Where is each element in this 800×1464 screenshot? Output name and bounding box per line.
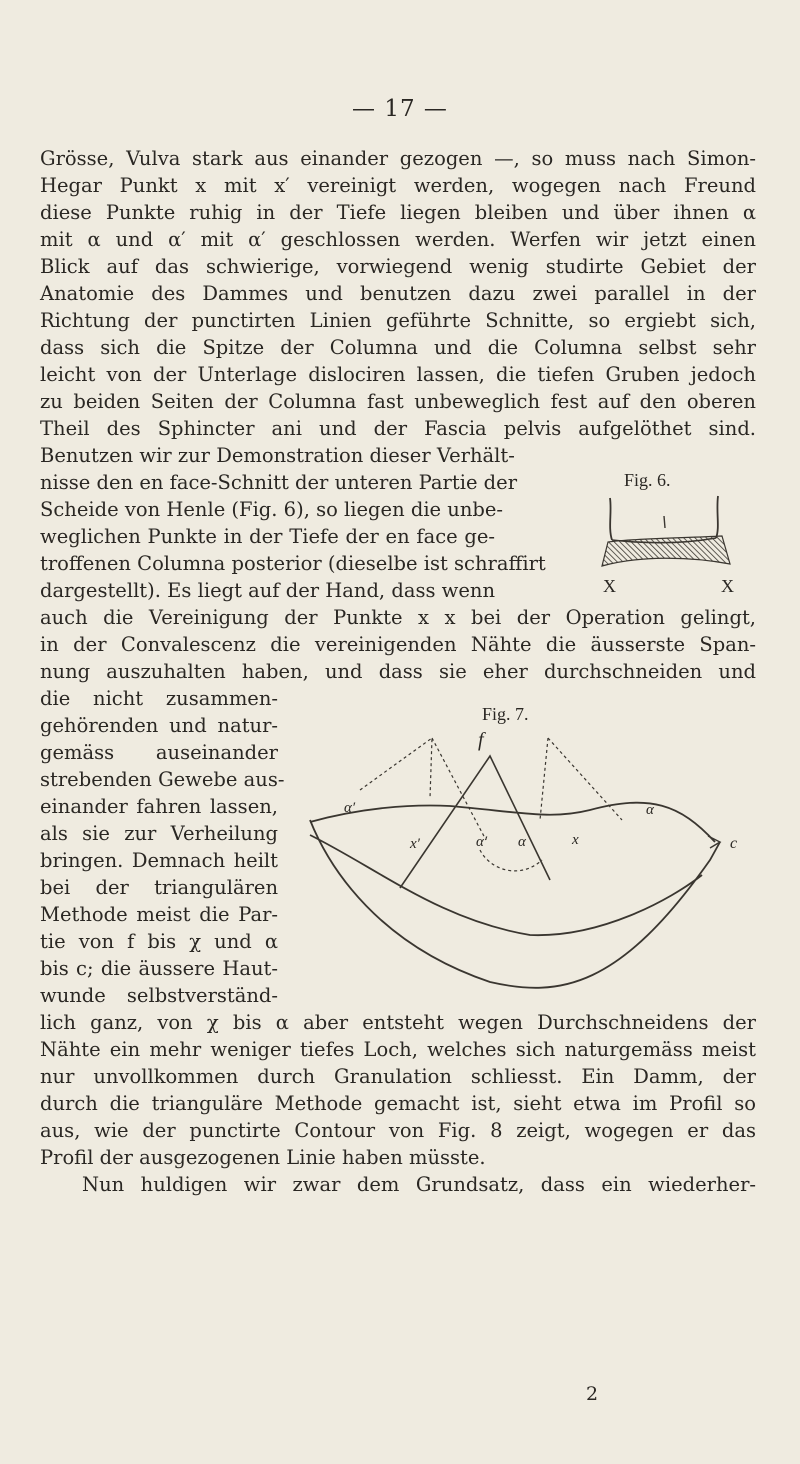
text-line: nisse den en face-Schnitt der unteren Partie der bbox=[40, 471, 518, 494]
text-line: Anatomie des Dammes und benutzen dazu zwei parallel in der bbox=[40, 282, 756, 305]
text-line: leicht von der Unterlage dislociren lassen, die tiefen Gruben jedoch bbox=[40, 363, 756, 386]
text-line: bei der triangulären bbox=[40, 876, 278, 899]
text-line: bringen. Demnach heilt bbox=[40, 849, 278, 872]
fig6-label-left: X bbox=[603, 576, 616, 596]
text-line: Scheide von Henle (Fig. 6), so liegen die unbe- bbox=[40, 498, 504, 521]
page-number: — 17 — bbox=[352, 96, 448, 122]
text-line: in der Convalescenz die vereinigenden Nähte die äusserste Span- bbox=[40, 633, 756, 656]
fig7-label-top: f bbox=[478, 729, 484, 751]
text-line: Hegar Punkt x mit x′ vereinigt werden, wogegen nach Freund bbox=[40, 174, 756, 197]
fig6-label-right: X bbox=[721, 576, 734, 596]
text-line: wunde selbstverständ- bbox=[40, 984, 278, 1007]
text-line: dass sich die Spitze der Columna und die Columna selbst sehr bbox=[40, 336, 756, 359]
text-line: gehörenden und natur- bbox=[40, 714, 278, 737]
text-line: nung auszuhalten haben, und dass sie eher durchschneiden und bbox=[40, 660, 756, 683]
fig7-diagram bbox=[290, 720, 760, 1020]
text-line: Methode meist die Par- bbox=[40, 903, 278, 926]
fig7-label-inner: α′ bbox=[344, 800, 356, 816]
text-line: strebenden Gewebe aus- bbox=[40, 768, 285, 791]
fig7-label-inner: x′ bbox=[410, 836, 420, 852]
text-line: Grösse, Vulva stark aus einander gezogen —, so muss nach Simon- bbox=[40, 147, 756, 170]
text-line: bis c; die äussere Haut- bbox=[40, 957, 278, 980]
text-line: gemäss auseinander bbox=[40, 741, 278, 764]
text-line: durch die trianguläre Methode gemacht ist, sieht etwa im Profil so bbox=[40, 1092, 756, 1115]
fig7-label-inner: α bbox=[646, 802, 654, 818]
text-line: Benutzen wir zur Demonstration dieser Verhält- bbox=[40, 444, 515, 467]
text-line: troffenen Columna posterior (dieselbe ist schraffirt bbox=[40, 552, 546, 575]
text-line: zu beiden Seiten der Columna fast unbeweglich fest auf den oberen bbox=[40, 390, 756, 413]
text-line: Theil des Sphincter ani und der Fascia pelvis aufgelöthet sind. bbox=[40, 417, 756, 440]
fig7-label-right: c bbox=[730, 835, 738, 852]
text-line: als sie zur Verheilung bbox=[40, 822, 278, 845]
text-line: die nicht zusammen- bbox=[40, 687, 278, 710]
text-line: weglichen Punkte in der Tiefe der en face ge- bbox=[40, 525, 495, 548]
text-line: nur unvollkommen durch Granulation schliesst. Ein Damm, der bbox=[40, 1065, 756, 1088]
text-line: mit α und α′ mit α′ geschlossen werden. Werfen wir jetzt einen bbox=[40, 228, 756, 251]
text-line: Richtung der punctirten Linien geführte Schnitte, so ergiebt sich, bbox=[40, 309, 756, 332]
fig6-diagram bbox=[588, 488, 738, 574]
text-line: diese Punkte ruhig in der Tiefe liegen bleiben und über ihnen α bbox=[40, 201, 756, 224]
text-line: auch die Vereinigung der Punkte x x bei der Operation gelingt, bbox=[40, 606, 756, 629]
text-line: dargestellt). Es liegt auf der Hand, dass wenn bbox=[40, 579, 496, 602]
fig7-label-inner: x bbox=[572, 832, 579, 848]
text-line: einander fahren lassen, bbox=[40, 795, 278, 818]
text-line: tie von f bis χ und α bbox=[40, 930, 278, 953]
fig6-caption: Fig. 6. bbox=[624, 470, 671, 490]
text-line: aus, wie der punctirte Contour von Fig. 8 zeigt, wogegen er das bbox=[40, 1119, 756, 1142]
text-line: lich ganz, von χ bis α aber entsteht wegen Durchschneidens der bbox=[40, 1011, 756, 1034]
text-line: Nun huldigen wir zwar dem Grundsatz, dass ein wiederher- bbox=[82, 1173, 756, 1196]
fig7-label-inner: α bbox=[518, 834, 526, 850]
fig7-label-inner: α′ bbox=[476, 834, 488, 850]
fig7-caption: Fig. 7. bbox=[482, 704, 529, 724]
text-line: Nähte ein mehr weniger tiefes Loch, welches sich naturgemäss meist bbox=[40, 1038, 756, 1061]
text-line: Blick auf das schwierige, vorwiegend wenig studirte Gebiet der bbox=[40, 255, 756, 278]
text-line: Profil der ausgezogenen Linie haben müsste. bbox=[40, 1146, 486, 1169]
signature-mark: 2 bbox=[586, 1383, 599, 1405]
